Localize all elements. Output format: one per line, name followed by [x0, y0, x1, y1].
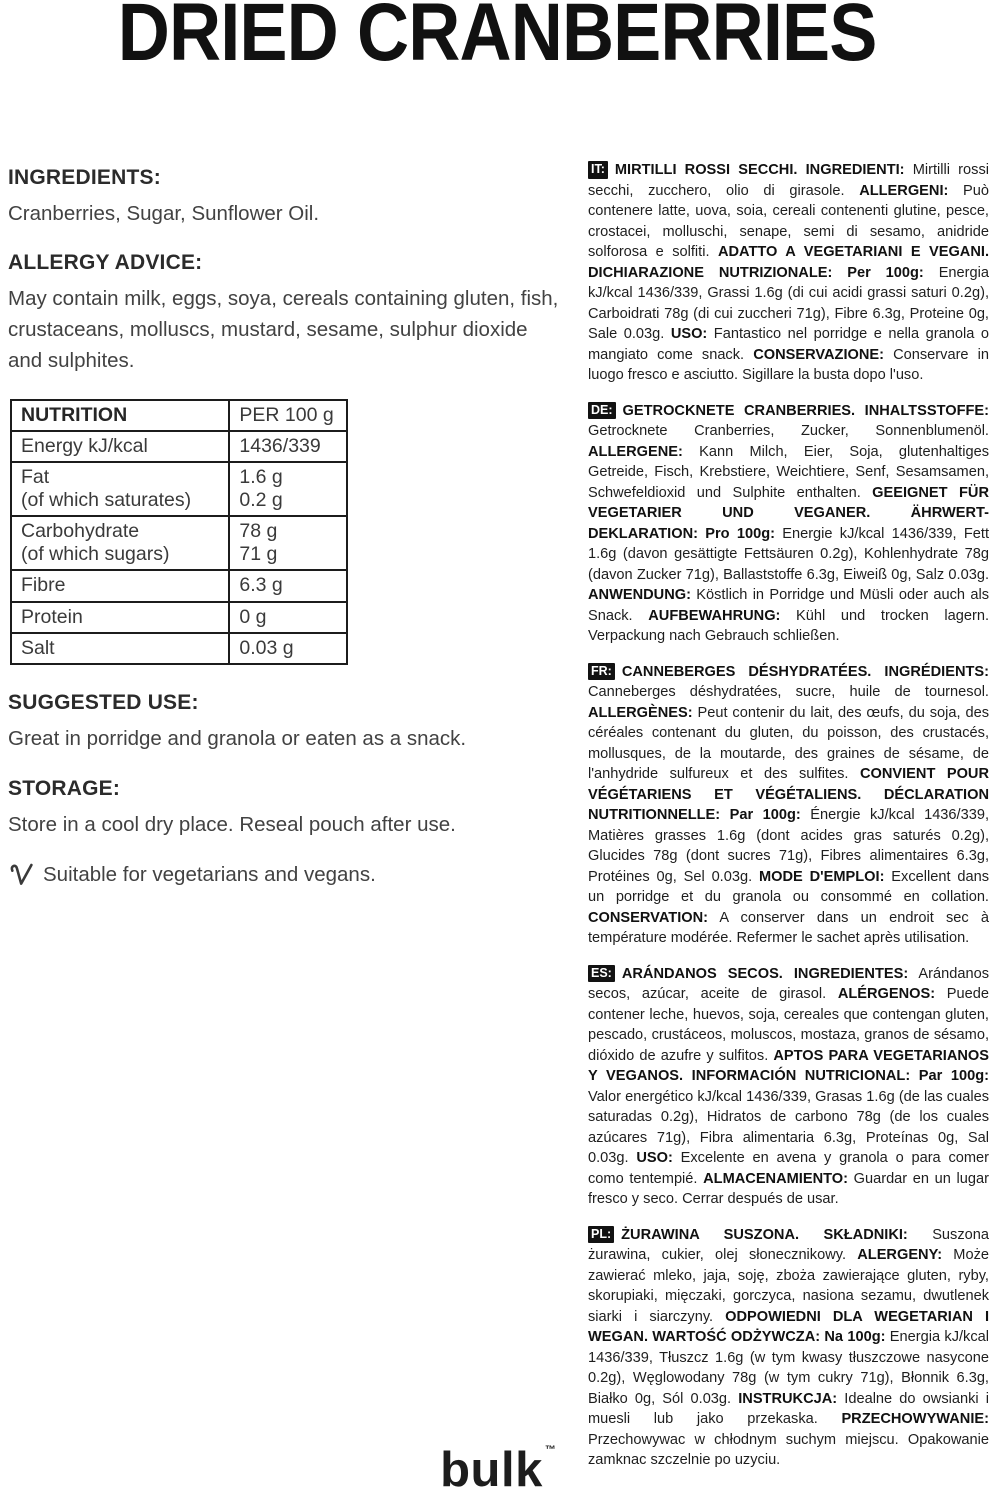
nutrient-value-cell: 0.03 g [229, 633, 347, 664]
bulk-logo: bulk [440, 1443, 543, 1497]
lang-text-segment: Idealne do owsianki i muesli lub jako przekaska. [588, 1390, 989, 1427]
nutrition-row [11, 462, 347, 516]
lang-text-segment: Energie kJ/kcal 1436/339, Fett 1.6g (davon gesättigte Fettsäuren 0.2g), Kohlenhydrate 78g (davon Zucker 71g), Ballaststoffe 6.3g, Eiweiß 0g, Salz 0.03g. [588, 525, 989, 583]
nutrient-name-cell: Carbohydrate (of which sugars) [11, 516, 229, 570]
lang-text-segment: Arándanos secos, azúcar, aceite de girasol. [588, 965, 989, 1002]
nutrient-value-cell: 0 g [229, 602, 347, 633]
product-title [0, 0, 994, 80]
nutrient-value-cell: 78 g 71 g [229, 516, 347, 570]
lang-bold-segment: CONSERVAZIONE: [753, 346, 885, 363]
lang-badge-fr: FR: [588, 663, 615, 681]
vegetarian-icon [8, 862, 34, 888]
lang-section-pl [588, 1225, 989, 1471]
allergy-advice-heading: ALLERGY ADVICE: [8, 251, 203, 275]
lang-bold-segment: PRZECHOWYWANIE: [841, 1411, 989, 1427]
left-column [8, 166, 563, 888]
lang-bold-segment: ALMACENAMIENTO: [703, 1170, 848, 1187]
ingredients-text: Cranberries, Sugar, Sunflower Oil. [8, 202, 320, 225]
lang-bold-segment: AUFBEWAHRUNG: [648, 607, 781, 624]
nutrient-value-cell: 1436/339 [229, 431, 347, 462]
lang-bold-segment: USO: [636, 1150, 673, 1166]
lang-text-segment: Przechowywac w chłodnym suchym miejscu. Opakowanie zamknac szczelnie po uzyciu. [588, 1431, 989, 1468]
lang-text-segment: Energia kJ/kcal 1436/339, Grassi 1.6g (di cui acidi grassi saturi 0.2g), Carboidrati 78g (di cui zuccheri 71g), Fibre 6.3g, Proteine 0g, Sale 0.03g. [588, 264, 990, 342]
lang-text-segment: Kühl und trocken lagern. Verpackung nach Gebrauch schließen. [588, 607, 990, 644]
lang-bold-segment: ALLERGENI: [859, 182, 949, 199]
lang-text-segment: Peut contenir du lait, des œufs, du soja, des céréales contenant du gluten, du poisson, des crustacés, mollusques, de la moutarde, des graines de sésame, de l'anhydride sulfureux et des sulfites. [588, 704, 989, 782]
lang-bold-segment: GETROCKNETE CRANBERRIES. INHALTSSTOFFE: [622, 402, 989, 419]
multilingual-column [588, 160, 989, 1486]
suggested-use-heading: SUGGESTED USE: [8, 691, 199, 715]
trademark-symbol: ™ [544, 1444, 556, 1456]
suggested-use-text: Great in porridge and granola or eaten as a snack. [8, 727, 467, 751]
nutrition-row [11, 516, 347, 570]
lang-section-it [588, 160, 989, 386]
lang-badge-it: IT: [588, 161, 608, 179]
nutrition-header-row [11, 400, 347, 431]
lang-bold-segment: ADATTO A VEGETARIANI E VEGANI. DICHIARAZIONE NUTRIZIONALE: Per 100g: [588, 244, 989, 281]
lang-text-segment: Puede contener leche, huevos, soja, cereales que contengan gluten, pescado, crustáceos, moluscos, mostaza, granos de sésamo, dióxido de azufre y sulfitos. [588, 986, 989, 1064]
lang-section-de [588, 401, 989, 647]
lang-text-segment: Conservare in luogo fresco e asciutto. Sigillare la busta dopo l'uso. [588, 346, 989, 383]
ingredients-heading: INGREDIENTS: [8, 166, 161, 189]
lang-bold-segment: MIRTILLI ROSSI SECCHI. INGREDIENTI: [614, 162, 905, 178]
nutrient-name-cell: Fat (of which saturates) [11, 462, 229, 516]
lang-bold-segment: GEEIGNET FÜR VEGETARIER UND VEGANER. ÄHRWERT-DEKLARATION: Pro 100g: [588, 484, 989, 542]
lang-text-segment: A conserver dans un endroit sec à température modérée. Refermer le sachet après utilisation. [588, 909, 989, 946]
lang-bold-segment: ALLERGENE: [588, 443, 683, 460]
lang-bold-segment: CONVIENT POUR VÉGÉTARIENS ET VÉGÉTALIENS. DÉCLARATION NUTRITIONNELLE: Par 100g: [588, 766, 990, 823]
lang-text-segment: Può contenere latte, uova, soia, cereali contenenti glutine, pesce, crostacei, molluschi, senape, semi di sesamo, anidride solforosa e solfiti. [588, 182, 989, 260]
product-title-text: DRIED CRANBERRIES [117, 0, 877, 78]
allergy-advice-text: May contain milk, eggs, soya, cereals containing gluten, fish, crustaceans, molluscs, mustard, sesame, sulphur dioxide and sulphites. [8, 287, 559, 373]
lang-text-segment: Guardar en un lugar fresco y seco. Cerrar después de usar. [588, 1170, 989, 1207]
lang-bold-segment: ANWENDUNG: [588, 587, 691, 603]
lang-section-es [588, 964, 989, 1210]
lang-section-fr [588, 662, 989, 949]
storage-text: Store in a cool dry place. Reseal pouch after use. [8, 812, 456, 836]
nutrition-row [11, 633, 347, 664]
lang-text-segment: Canneberges déshydratées, sucre, huile de tournesol. [588, 684, 989, 700]
nutrition-row [11, 431, 347, 462]
vegetarian-note-text: Suitable for vegetarians and vegans. [43, 862, 376, 886]
nutrition-table [10, 399, 348, 666]
lang-bold-segment: USO: [670, 326, 708, 342]
nutrient-name-cell: Energy kJ/kcal [11, 431, 229, 462]
lang-text-segment: Köstlich in Porridge und Müsli oder auch als Snack. [588, 587, 989, 624]
lang-text-segment: Énergie kJ/kcal 1436/339, Matières grasses 1.6g (dont acides gras saturés 0.2g), Glucides 78g (dont sucres 71g), Fibres alimentaires 6.3g, Protéines 0g, Sel 0.03g. [588, 807, 989, 885]
lang-bold-segment: ŻURAWINA SUSZONA. SKŁADNIKI: [621, 1226, 908, 1243]
lang-bold-segment: ALERGENY: [857, 1247, 943, 1263]
lang-text-segment: Kann Milch, Eier, Soja, glutenhaltiges Getreide, Fisch, Krebstiere, Weichtiere, Senf, Sesamsamen, Schwefeldioxid und Sulphite enthalten. [588, 443, 989, 501]
lang-bold-segment: ARÁNDANOS SECOS. INGREDIENTES: [621, 965, 909, 982]
lang-text-segment: Mirtilli rossi secchi, zucchero, olio di girasole. [588, 162, 989, 199]
lang-bold-segment: APTOS PARA VEGETARIANOS Y VEGANOS. INFORMACIÓN NUTRICIONAL: Par 100g: [588, 1047, 989, 1084]
lang-bold-segment: CONSERVATION: [588, 909, 708, 926]
lang-text-segment: Może zawierać mleko, jaja, soję, zboża zawierające gluten, ryby, skorupiaki, mięczaki, gorczyca, nasiona sezamu, dwutlenek siarki i siarczyny. [588, 1247, 989, 1325]
lang-badge-de: DE: [588, 402, 616, 420]
nutrient-name-cell: Fibre [11, 570, 229, 601]
storage-heading: STORAGE: [8, 776, 121, 800]
lang-badge-es: ES: [588, 965, 615, 983]
lang-bold-segment: CANNEBERGES DÉSHYDRATÉES. INGRÉDIENTS: [621, 663, 989, 680]
nutrient-name-cell: Protein [11, 602, 229, 633]
brand-footer [0, 1442, 994, 1498]
lang-text-segment: Valor energético kJ/kcal 1436/339, Grasas 1.6g (de las cuales saturadas 0.2g), Hidratos de carbono 78g (de los cuales azúcares 71g), Fibra alimentaria 6.3g, Proteínas 0g, Sal 0.03g. [588, 1088, 989, 1166]
nutrient-name-cell: Salt [11, 633, 229, 664]
lang-badge-pl: PL: [588, 1226, 614, 1244]
lang-bold-segment: ODPOWIEDNI DLA WEGETARIAN I WEGAN. WARTOŚĆ ODŻYWCZA: Na 100g: [588, 1308, 989, 1345]
nutrition-row [11, 602, 347, 633]
lang-text-segment: Excellent dans un porridge et du granola ou consommé en collation. [588, 868, 990, 905]
nutrition-header-label: NUTRITION [11, 400, 229, 431]
lang-bold-segment: ALÉRGENOS: [837, 986, 936, 1002]
lang-text-segment: Suszona żurawina, cukier, olej słonecznikowy. [588, 1226, 989, 1263]
lang-text-segment: Excelente en avena y granola o para comer como tentempié. [588, 1150, 989, 1187]
lang-bold-segment: INSTRUKCJA: [738, 1390, 838, 1407]
lang-text-segment: Getrocknete Cranberries, Zucker, Sonnenblumenöl. [588, 423, 989, 439]
lang-bold-segment: MODE D'EMPLOI: [759, 868, 885, 885]
nutrient-value-cell: 1.6 g 0.2 g [229, 462, 347, 516]
nutrition-header-per100g: PER 100 g [229, 400, 347, 431]
lang-bold-segment: ALLERGÈNES: [588, 704, 693, 721]
nutrition-row [11, 570, 347, 601]
nutrient-value-cell: 6.3 g [229, 570, 347, 601]
vegetarian-note [8, 862, 563, 888]
lang-text-segment: Energia kJ/kcal 1436/339, Tłuszcz 1.6g (w tym kwasy tłuszczowe nasycone 0.2g), Węglowodany 78g (w tym cukry 71g), Błonnik 6.3g, Białko 0g, Sól 0.03g. [588, 1329, 989, 1407]
lang-text-segment: Fantastico nel porridge e nella granola o mangiato come snack. [588, 326, 989, 363]
